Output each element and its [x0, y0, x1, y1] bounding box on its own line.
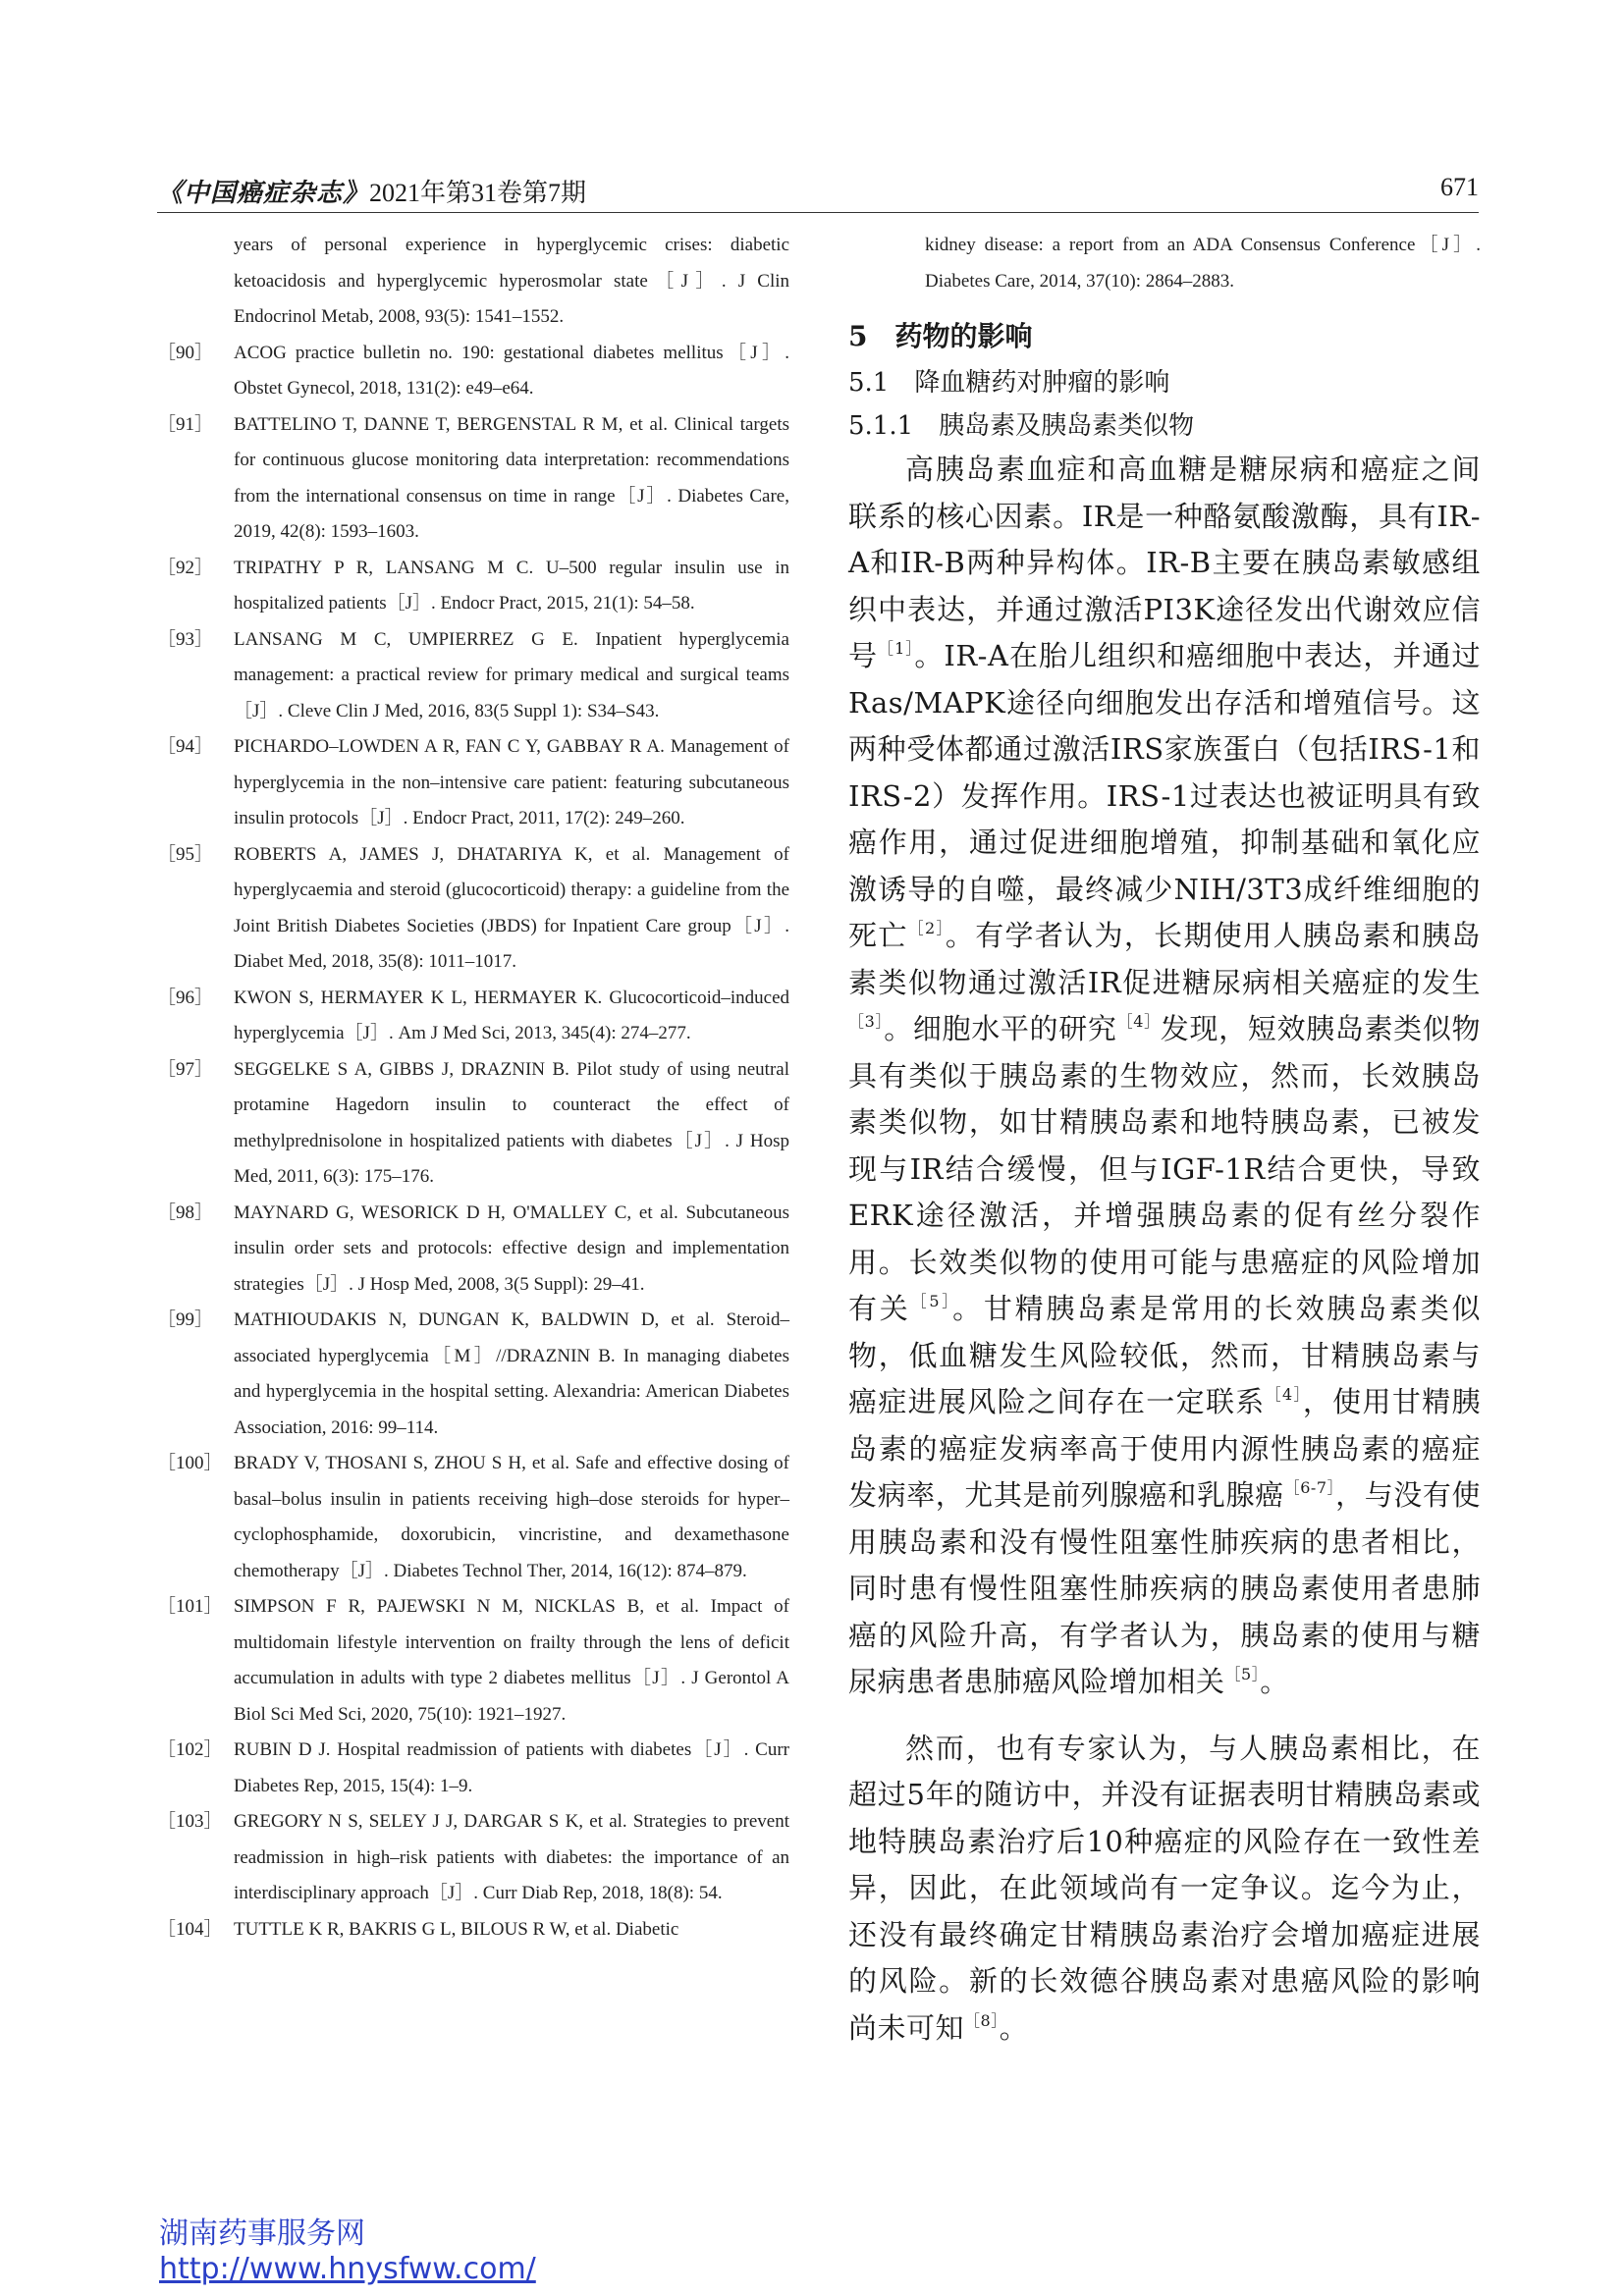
- reference-text: MATHIOUDAKIS N, DUNGAN K, BALDWIN D, et al. Steroid–associated hyperglycemia［M］//DRAZNIN B. In managing diabetes and hyperglycemia in the hospital setting. Alexandria: American Diabetes Association, 2016: 99–114.: [234, 1309, 789, 1438]
- reference-text: ACOG practice bulletin no. 190: gestational diabetes mellitus［J］. Obstet Gynecol, 2018, 131(2): e49–e64.: [234, 342, 789, 399]
- reference-item: [157, 837, 789, 981]
- reference-text: GREGORY N S, SELEY J J, DARGAR S K, et al. Strategies to prevent readmission in high–risk patients with diabetes: the importance of an interdisciplinary approach［J］. Curr Diab Rep, 2018, 18(8): 54.: [234, 1811, 789, 1903]
- reference-number: ［96］: [157, 987, 214, 1008]
- reference-number: ［95］: [157, 843, 214, 865]
- reference-number: ［104］: [157, 1918, 223, 1940]
- reference-text: ROBERTS A, JAMES J, DHATARIYA K, et al. Management of hyperglycaemia and steroid (glucocorticoid) therapy: a guideline from the Joint British Diabetes Societies (JBDS) for Inpatient Care group［J］. Diabet Med, 2018, 35(8): 1011–1017.: [234, 843, 789, 972]
- reference-number: ［91］: [157, 413, 214, 435]
- citation: ［1］: [878, 639, 915, 658]
- reference-number: ［94］: [157, 736, 214, 757]
- reference-number: ［97］: [157, 1058, 214, 1080]
- page-header: [157, 173, 1479, 212]
- reference-text: MAYNARD G, WESORICK D H, O'MALLEY C, et al. Subcutaneous insulin order sets and protocols: effective design and implementation strategies［J］. J Hosp Med, 2008, 3(5 Suppl): 29–41.: [234, 1201, 789, 1295]
- reference-number: ［98］: [157, 1201, 214, 1223]
- reference-number: ［101］: [157, 1596, 223, 1617]
- reference-item: [157, 1589, 789, 1733]
- reference-item: [157, 622, 789, 730]
- journal-issue: 2021年第31卷第7期: [369, 179, 587, 207]
- reference-text: BATTELINO T, DANNE T, BERGENSTAL R M, et al. Clinical targets for continuous glucose monitoring data interpretation: recommendations from the international consensus on time in range［J］. Diabetes Care, 2019, 42(8): 1593–1603.: [234, 413, 789, 542]
- reference-item: [157, 1804, 789, 1912]
- reference-text: BRADY V, THOSANI S, ZHOU S H, et al. Safe and effective dosing of basal–bolus insulin in patients receiving high–dose steroids for hyper–cyclophosphamide, doxorubicin, vincristine, and dexamethasone chemotherapy［J］. Diabetes Technol Ther, 2014, 16(12): 874–879.: [234, 1453, 789, 1581]
- journal-name: 《中国癌症杂志》: [157, 179, 370, 207]
- reference-number: ［102］: [157, 1739, 223, 1760]
- body-paragraph: 高胰岛素血症和高血糖是糖尿病和癌症之间联系的核心因素。IR是一种酪氨酸激酶，具有IR-A和IR-B两种异构体。IR-B主要在胰岛素敏感组织中表达，并通过激活PI3K途径发出代谢效应信号$^{[1]}$。IR-A在胎儿组织和癌细胞中表达，并通过Ras/MAPK途径向细胞发出存活和增殖信号。这两种受体都通过激活IRS家族蛋白（包括IRS-1和IRS-2）发挥作用。IRS-1过表达也被证明具有致癌作用，通过促进细胞增殖，抑制基础和氧化应激诱导的自噬，最终减少NIH/3T3成纤维细胞的死亡$^{[2]}$。有学者认为，长期使用人胰岛素和胰岛素类似物通过激活IR促进糖尿病相关癌症的发生$^{[3]}$。细胞水平的研究$^{[4]}$发现，短效胰岛素类似物具有类似于胰岛素的生物效应，然而，长效胰岛素类似物，如甘精胰岛素和地特胰岛素，已被发现与IR结合缓慢，但与IGF-1R结合更快，导致ERK途径激活，并增强胰岛素的促有丝分裂作用。长效类似物的使用可能与患癌症的风险增加有关$^{[5]}$。甘精胰岛素是常用的长效胰岛素类似物，低血糖发生风险较低，然而，甘精胰岛素与癌症进展风险之间存在一定联系$^{[4]}$，使用甘精胰岛素的癌症发病率高于使用内源性胰岛素的癌症发病率，尤其是前列腺癌和乳腺癌$^{[6-7]}$，与没有使用胰岛素和没有慢性阻塞性肺疾病的患者相比，同时患有慢性阻塞性肺疾病的胰岛素使用者患肺癌的风险升高，有学者认为，胰岛素的使用与糖尿病患者患肺癌风险增加相关$^{[5]}$。: [848, 453, 1481, 1698]
- citation: ［3］: [848, 1012, 885, 1031]
- subsection-heading: 5.1 降血糖药对肿瘤的影响: [848, 368, 1170, 398]
- reference-item: [157, 1303, 789, 1446]
- reference-number: ［92］: [157, 557, 214, 578]
- reference-number: ［103］: [157, 1811, 223, 1832]
- citation: ［4］: [1265, 1385, 1303, 1404]
- reference-text: TUTTLE K R, BAKRIS G L, BILOUS R W, et al. Diabetic: [234, 1918, 679, 1940]
- reference-item: [157, 981, 789, 1052]
- reference-number: ［93］: [157, 628, 214, 650]
- reference-item: [157, 551, 789, 622]
- header-rule: [157, 212, 1479, 213]
- footer-site-name: 湖南药事服务网: [159, 2216, 365, 2251]
- citation: ［2］: [907, 919, 946, 937]
- reference-item: [157, 1052, 789, 1196]
- citation: ［6-7］: [1283, 1478, 1336, 1497]
- reference-text: LANSANG M C, UMPIERREZ G E. Inpatient hyperglycemia management: a practical review for primary medical and surgical teams［J］. Cleve Clin J Med, 2016, 83(5 Suppl 1): S34–S43.: [234, 628, 789, 721]
- reference-item: [157, 1196, 789, 1304]
- reference-list-left: [157, 228, 789, 1948]
- reference-item: [157, 729, 789, 837]
- subsubsection-heading: 5.1.1 胰岛素及胰岛素类似物: [848, 411, 1195, 441]
- watermark-footer: [159, 2216, 536, 2287]
- citation: ［5］: [1224, 1665, 1261, 1683]
- reference-text: KWON S, HERMAYER K L, HERMAYER K. Glucocorticoid–induced hyperglycemia［J］. Am J Med Sci, 2013, 345(4): 274–277.: [234, 987, 789, 1043]
- reference-item: [157, 1912, 789, 1949]
- reference-text: TRIPATHY P R, LANSANG M C. U–500 regular insulin use in hospitalized patients［J］. Endocr Pract, 2015, 21(1): 54–58.: [234, 557, 789, 614]
- reference-text: RUBIN D J. Hospital readmission of patients with diabetes［J］. Curr Diabetes Rep, 2015, 15(4): 1–9.: [234, 1739, 789, 1796]
- running-title: [157, 173, 586, 209]
- reference-item: [157, 1446, 789, 1589]
- body-column-right: [848, 228, 1481, 2052]
- reference-text: PICHARDO–LOWDEN A R, FAN C Y, GABBAY R A. Management of hyperglycemia in the non–intensive care patient: featuring subcutaneous insulin protocols［J］. Endocr Pract, 2011, 17(2): 249–260.: [234, 736, 789, 828]
- reference-continued: kidney disease: a report from an ADA Consensus Conference［J］. Diabetes Care, 2014, 37(10): 2864–2883.: [925, 235, 1481, 292]
- body-paragraph: 然而，也有专家认为，与人胰岛素相比，在超过5年的随访中，并没有证据表明甘精胰岛素或地特胰岛素治疗后10种癌症的风险存在一致性差异，因此，在此领域尚有一定争议。迄今为止，还没有最终确定甘精胰岛素治疗会增加癌症进展的风险。新的长效德谷胰岛素对患癌风险的影响尚未可知$^{[8]}$。: [848, 1731, 1481, 2045]
- citation: ［8］: [964, 2010, 1000, 2030]
- reference-number: ［90］: [157, 342, 214, 363]
- reference-item: [157, 407, 789, 551]
- footer-url-link[interactable]: http://www.hnysfww.com/: [159, 2252, 536, 2286]
- page-number: 671: [1440, 173, 1479, 201]
- citation: ［5］: [910, 1292, 953, 1310]
- citation: ［4］: [1116, 1012, 1161, 1031]
- reference-text: SEGGELKE S A, GIBBS J, DRAZNIN B. Pilot study of using neutral protamine Hagedorn insulin to counteract the effect of methylprednisolone in hospitalized patients with diabetes［J］. J Hosp Med, 2011, 6(3): 175–176.: [234, 1058, 789, 1187]
- reference-text: SIMPSON F R, PAJEWSKI N M, NICKLAS B, et al. Impact of multidomain lifestyle intervention on frailty through the lens of deficit accumulation in adults with type 2 diabetes mellitus［J］. J Gerontol A Biol Sci Med Sci, 2020, 75(10): 1921–1927.: [234, 1596, 789, 1725]
- reference-number: ［100］: [157, 1453, 223, 1473]
- reference-item: [157, 1733, 789, 1804]
- section-heading: 5 药物的影响: [848, 320, 1033, 352]
- reference-number: ［99］: [157, 1309, 214, 1330]
- reference-continued: years of personal experience in hyperglycemic crises: diabetic ketoacidosis and hyperglycemic hyperosmolar state［J］. J Clin Endocrinol Metab, 2008, 93(5): 1541–1552.: [234, 235, 789, 327]
- reference-item: [157, 336, 789, 407]
